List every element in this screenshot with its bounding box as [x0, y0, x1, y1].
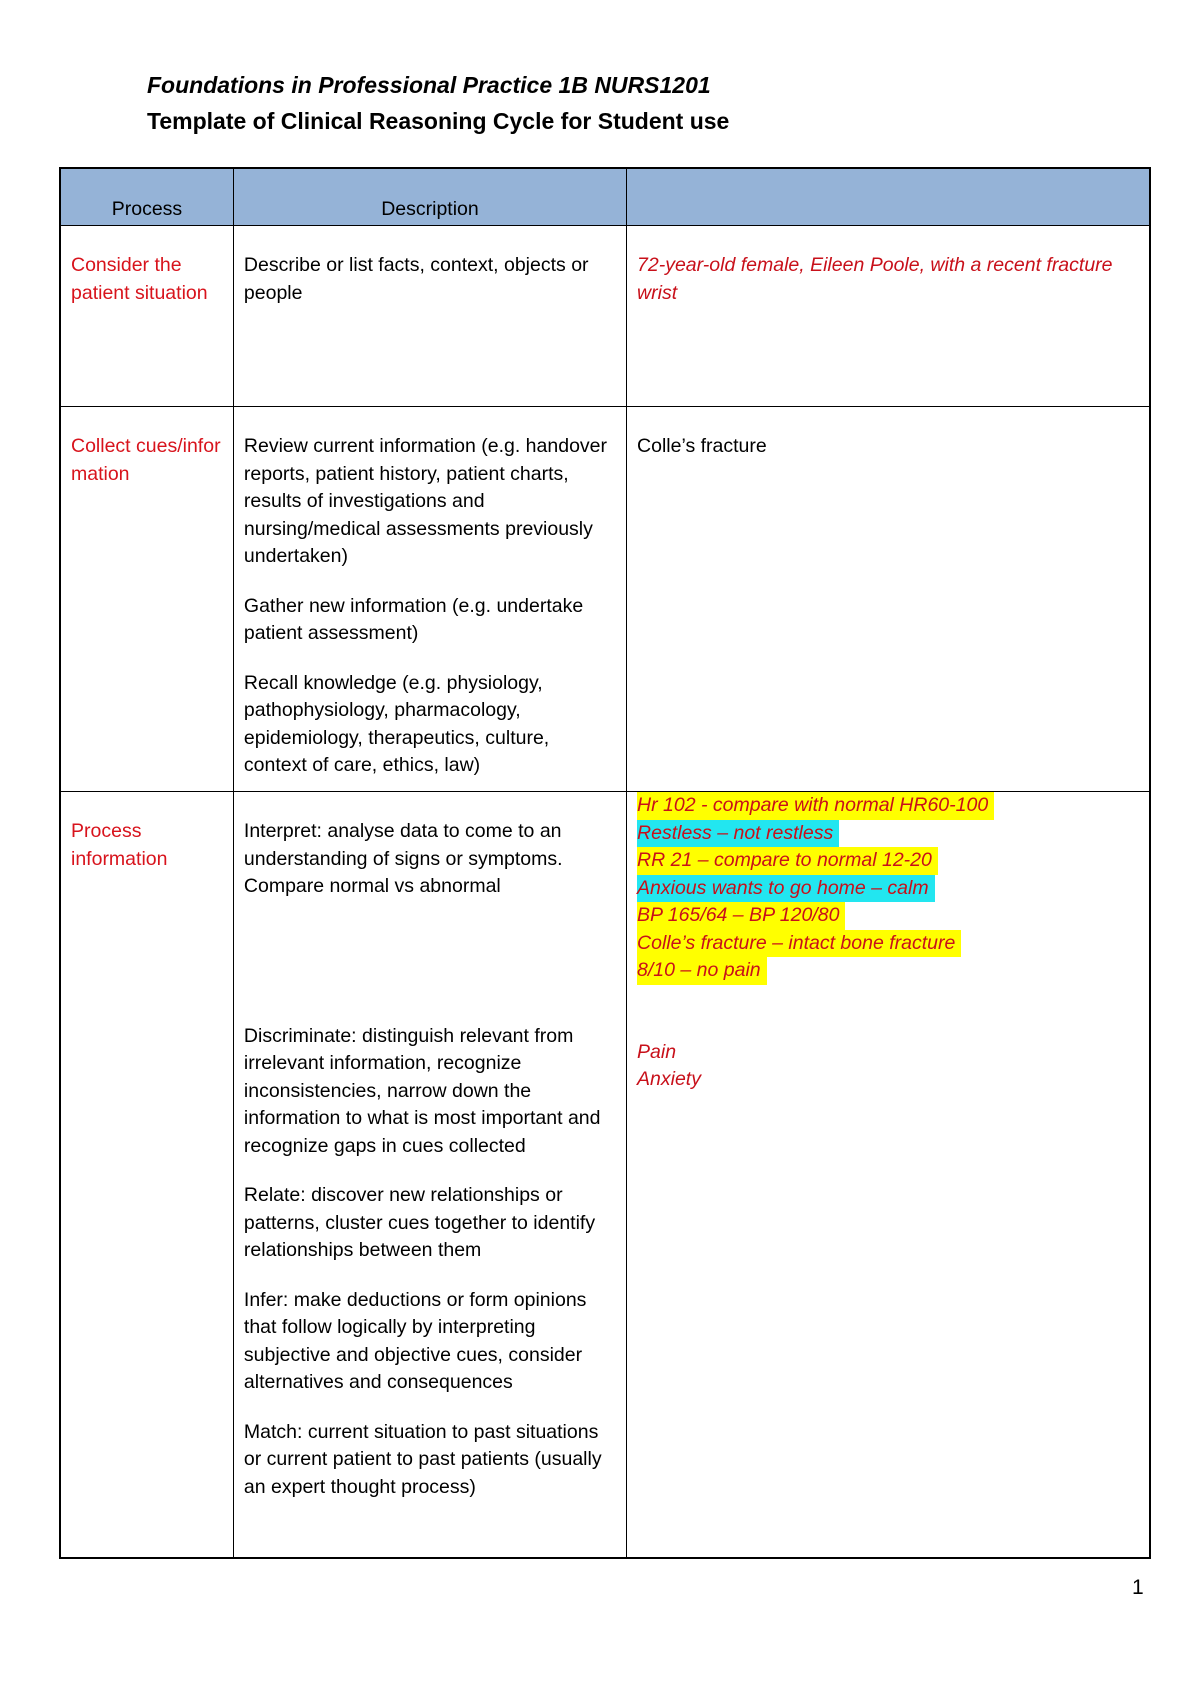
description-cell [233, 792, 626, 1558]
description-paragraph: Review current information (e.g. handover reports, patient history, patient charts, results of investigations and nursing/medical assessments previously undertaken) [243, 435, 607, 567]
table-header-row [60, 168, 1150, 226]
page-title: Template of Clinical Reasoning Cycle for Student use [147, 108, 730, 134]
process-cell: Collect cues/information [60, 407, 233, 792]
process-cell: Process information [60, 792, 233, 1558]
finding-restlessness: Restless – not restless [637, 820, 839, 848]
finding-anxiety: Anxious wants to go home – calm [637, 875, 935, 903]
header-description: Description [233, 168, 626, 226]
page-number: 1 [1132, 1576, 1144, 1599]
process-cell: Consider the patient situation [60, 226, 233, 407]
table-row [60, 407, 1150, 792]
description-paragraph: Relate: discover new relationships or patterns, cluster cues together to identify relationships between them [243, 1184, 596, 1261]
issue-item: Anxiety [637, 1068, 701, 1090]
finding-fracture: Colle’s fracture – intact bone fracture [637, 930, 961, 958]
highlighted-findings-list [637, 792, 1139, 985]
header-process: Process [60, 168, 233, 226]
notes-cell [627, 226, 1150, 407]
nursing-issues-list [637, 1039, 1139, 1094]
description-paragraph: Gather new information (e.g. undertake patient assessment) [243, 594, 584, 644]
table-row [60, 792, 1150, 1558]
notes-cell [627, 792, 1150, 1558]
clinical-reasoning-table [59, 167, 1151, 1559]
description-paragraph: Recall knowledge (e.g. physiology, pathophysiology, pharmacology, epidemiology, therapeutics, culture, context of care, ethics, law) [243, 671, 550, 776]
finding-respiratory-rate: RR 21 – compare to normal 12-20 [637, 847, 938, 875]
finding-pain-score: 8/10 – no pain [637, 957, 767, 985]
table-row [60, 226, 1150, 407]
finding-heart-rate: Hr 102 - compare with normal HR60-100 [637, 792, 994, 820]
header-notes [627, 168, 1150, 226]
diagnosis-note: Colle’s fracture [637, 435, 767, 457]
description-paragraph: Match: current situation to past situations or current patient to past patients (usually an expert thought process) [243, 1420, 602, 1498]
description-cell [233, 407, 626, 792]
description-paragraph: Discriminate: distinguish relevant from irrelevant information, recognize inconsistencies, narrow down the information to what is most important and recognize gaps in cues collected [243, 1024, 601, 1157]
notes-cell [627, 407, 1150, 792]
course-title: Foundations in Professional Practice 1B NURS1201 [147, 72, 711, 98]
description-paragraph: Interpret: analyse data to come to an understanding of signs or symptoms. Compare normal vs abnormal [243, 820, 563, 897]
description-cell [233, 226, 626, 407]
patient-note: 72-year-old female, Eileen Poole, with a recent fracture wrist [637, 254, 1113, 304]
issue-item: Pain [637, 1040, 677, 1063]
finding-blood-pressure: BP 165/64 – BP 120/80 [637, 902, 845, 930]
description-text: Describe or list facts, context, objects or people [243, 254, 589, 304]
description-paragraph: Infer: make deductions or form opinions that follow logically by interpreting subjective and objective cues, consider alternatives and consequences [243, 1288, 587, 1393]
